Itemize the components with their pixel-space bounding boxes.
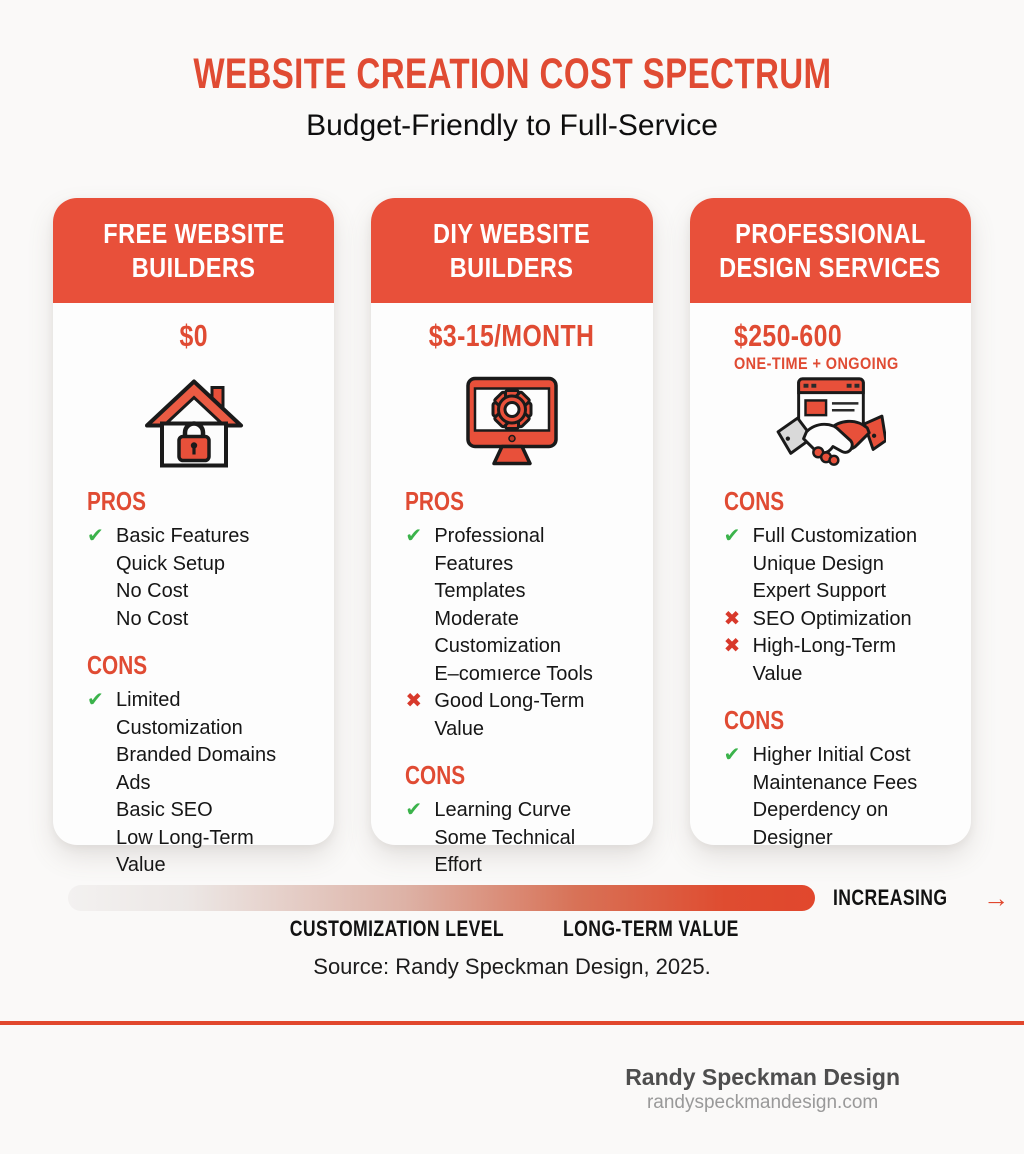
card-header	[690, 198, 971, 303]
price: $250-600	[733, 318, 842, 353]
list-item: Deperdency on Designer	[752, 799, 889, 849]
increasing-label: INCREASING →	[833, 883, 1010, 913]
cross-icon	[405, 688, 434, 716]
list-item: Low Long-Term Value	[116, 826, 254, 876]
list-item: Templates	[434, 580, 526, 602]
check-icon	[724, 742, 753, 770]
spectrum-axis-labels	[0, 916, 1024, 942]
price-note: ONE-TIME + ONGOING	[733, 354, 899, 373]
card-title-line2: BUILDERS	[450, 251, 574, 283]
check-icon	[87, 687, 116, 715]
arrow-right-icon: →	[983, 883, 1010, 913]
handshake-browser-icon	[724, 373, 937, 471]
section-heading-cons: CONS	[405, 760, 466, 790]
list-item: ✔ Professional Features	[405, 523, 618, 578]
card-free-website-builders	[53, 198, 334, 876]
pros-list	[405, 523, 618, 743]
list-item: Ads	[116, 771, 151, 794]
price-block	[724, 303, 937, 373]
axis-label-customization: CUSTOMIZATION LEVEL	[289, 916, 505, 941]
card-body	[371, 303, 652, 880]
list-item: ✔ Basic Features	[87, 523, 300, 551]
check-icon	[87, 523, 116, 551]
pros-list	[724, 523, 937, 688]
list-item: Moderate Customization	[434, 607, 562, 657]
footer-divider	[0, 1021, 1024, 1025]
list-item: Some Technical Effort	[434, 826, 576, 876]
spectrum-gradient-bar	[68, 885, 815, 911]
section-heading-cons: CONS	[87, 650, 148, 680]
price: $0	[179, 318, 208, 353]
section-heading-pros: PROS	[405, 486, 465, 516]
list-item: ✔ Full Customization	[724, 523, 937, 551]
hero-header	[0, 0, 1024, 143]
list-item: Unique Design	[752, 552, 884, 575]
page-title-text: WEBSITE CREATION COST SPECTRUM	[192, 50, 832, 98]
list-item: ✔ Learning Curve	[405, 797, 618, 825]
list-item: Basic SEO	[116, 799, 213, 821]
list-item: Expert Support	[752, 580, 887, 602]
check-icon	[405, 797, 434, 825]
card-professional-design-services	[690, 198, 971, 849]
card-diy-website-builders	[371, 198, 652, 876]
cards-row	[53, 198, 971, 876]
axis-label-long-term-value: LONG-TERM VALUE	[562, 916, 739, 941]
page-subtitle: Budget-Friendly to Full-Service	[306, 109, 718, 143]
list-item: ✔ Limited Customization	[87, 687, 300, 742]
card-header	[53, 198, 334, 303]
card-body	[690, 303, 971, 852]
card-title-line1: PROFESSIONAL	[735, 217, 926, 249]
source-line: Source: Randy Speckman Design, 2025.	[313, 954, 711, 979]
card-title-line1: FREE WEBSITE	[102, 217, 285, 249]
list-item: Maintenance Fees	[752, 771, 918, 794]
list-item: Branded Domains	[116, 744, 277, 766]
check-icon	[405, 523, 434, 551]
check-icon	[724, 523, 753, 551]
pros-list	[87, 523, 300, 633]
cons-list	[405, 797, 618, 880]
cross-icon	[724, 633, 753, 661]
card-title-line2: BUILDERS	[131, 251, 256, 283]
cross-icon	[724, 606, 753, 634]
price: $3-15/MONTH	[429, 318, 595, 353]
footer-brand: Randy Speckman Design	[625, 1064, 900, 1090]
house-with-padlock-icon	[87, 373, 300, 471]
list-item: No Cost	[116, 607, 189, 630]
section-heading-pros: PROS	[87, 486, 146, 516]
list-item: ✖ SEO Optimization	[724, 606, 937, 634]
price-block	[405, 303, 618, 373]
card-body	[53, 303, 334, 880]
section-heading-cons: CONS	[723, 486, 784, 516]
card-title-line2: DESIGN SERVICES	[719, 251, 942, 283]
page-title	[0, 52, 1024, 97]
list-item: ✔ Higher Initial Cost	[724, 742, 937, 770]
list-item: No Cost	[116, 580, 189, 602]
cons-list	[87, 687, 300, 880]
monitor-with-gear-icon	[405, 373, 618, 471]
list-item: E–comıerce Tools	[434, 662, 593, 685]
list-item: Quick Setup	[116, 552, 225, 575]
list-item: ✖ High-Long-Term Value	[724, 633, 937, 688]
footer-website: randyspeckmandesign.com	[646, 1092, 879, 1113]
price-block	[87, 303, 300, 373]
section-heading-cons: CONS	[723, 705, 784, 735]
footer	[625, 1064, 900, 1114]
list-item: ✖ Good Long-Term Value	[405, 688, 618, 743]
card-header	[371, 198, 652, 303]
card-title-line1: DIY WEBSITE	[433, 217, 591, 249]
cons-list	[724, 742, 937, 852]
